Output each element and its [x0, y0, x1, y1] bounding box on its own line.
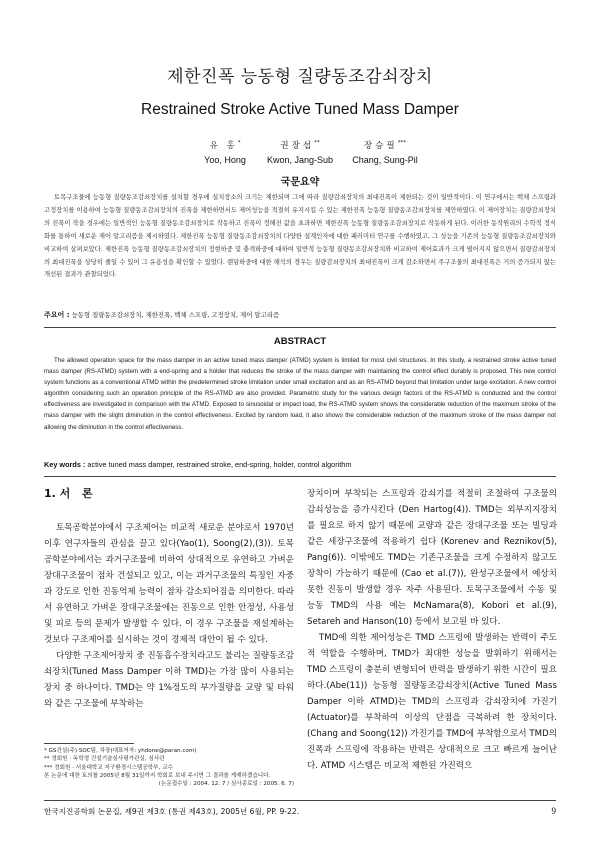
footnote: ** 정회원 · 독학정 건설기술심사평가관실, 심사관	[44, 756, 165, 763]
keywords-en	[44, 460, 556, 470]
body-column-right	[307, 486, 557, 774]
footnote: * GS건설(주) SOC팀, 차장(대표저자: yhdone@paran.com)	[44, 748, 197, 754]
section-title: 론	[82, 487, 93, 500]
title-korean: 제한진폭 능동형 질량동조감쇠장치	[167, 67, 433, 87]
keywords-en-text: active tuned mass damper, restrained stroke, end-spring, holder, control algorithm	[87, 460, 352, 469]
author-2-ko: 권장섭	[280, 140, 315, 151]
body-paragraph: 장치이며 부착되는 스프링과 감쇠기를 적절히 조절하여 구조물의 감쇠성능을 증가시킨다 (Den Hartog(4)). TMD는 외부지지장치를 필요로 하지 않기 때문에 교량과 같은 장대구조물 또는 빌딩과 같은 세장구조물에 적용하기 쉽다 (Korenev and Reznikov(5), Pang(6)). 이밖에도 TMD는 기존구조물을 크게 수정하지 않고도 장착이 가능하기 때문에 (Cao et al.(7)), 완성구조물에서 예상치 못한 진동이 발생할 경우 자주 사용된다. 토목구조물에서 수동 및 능동 TMD의 사용 예는 McNamara(8), Kobori et al.(9), Setareh and Hanson(10) 등에서 보고된 바 있다.	[307, 489, 557, 627]
author-1-en: Yoo, Hong	[204, 154, 246, 165]
author-3	[330, 136, 440, 167]
abstract-en-text: The allowed operation space for the mass damper in an active tuned mass damper (ATMD) system is limited for most civil structures. In this study, a restrained stroke active tuned mass damper (RS-ATMD) system with a end-spring and a holder that reduces the stroke of the mass damper with maintaining the control effect durably is proposed. This new control system functions as a conventional ATMD within the predetermined stroke limitation under small excitation and as an RS-ATMD beyond that limitation under large excitation. A new control algorithm considering such an operation principle of the RS-ATMD are also provided. Parametric study for the various design factors of the RS-ATMD is conducted and the control effectiveness are investigated in comparison with the ATMD. Exposed to sinusoidal or impact load, the RS-ATMD system shows the considerable reduction of the maximum stroke of the mass damper with the slight diminution in the control effectiveness. Excited by random load, it also shows the considerable reduction of the maximum stroke of the mass damper not allowing the diminution in the control effectiveness.	[44, 357, 556, 431]
page-footer	[44, 806, 556, 817]
section-heading	[44, 486, 294, 502]
footnote: 본 논문에 대한 토의를 2005년 8월 31일까지 학회로 보내 주시면 그 결과를 게재하겠습니다.	[44, 772, 271, 779]
keywords-en-label: Key words :	[44, 460, 86, 469]
body-paragraph: 토목공학분야에서 구조제어는 비교적 새로운 분야로서 1970년 이후 연구자들의 관심을 끌고 있다(Yao(1), Soong(2),(3)). 토목공학분야에서는 과거구조물에 비하여 상대적으로 유연하고 가벼운 장대구조물이 점차 건설되고 있고, 이는 과거구조물의 특징인 자중과 강도로 인한 진동억제 능력이 점차 감소되어짐을 의미한다. 따라서 유연하고 가벼운 장대구조물에는 진동으로 인한 안정성, 사용성 및 피로 등의 문제가 발생할 수 있다. 이 경우 구조물을 재설계하는 것보다 구조제어를 실시하는 것이 경제적 대안이 될 수 있다.	[44, 523, 294, 645]
author-2-mark: **	[314, 140, 320, 146]
author-1-ko: 유 홍	[209, 140, 238, 151]
section-number: 1. 서	[44, 487, 71, 500]
footnote-rule	[44, 743, 134, 744]
author-2-en: Kwon, Jang-Sub	[266, 154, 334, 165]
author-1-mark: *	[237, 140, 241, 146]
divider-top	[44, 327, 556, 328]
abstract-ko-heading: 국문요약	[280, 177, 320, 188]
keywords-ko-label: 주요어 :	[44, 311, 70, 319]
footnote: *** 정회원 · 서울대학교 지구환경시스템공학부, 교수	[44, 764, 173, 771]
divider-bottom	[44, 476, 556, 477]
body-paragraph: TMD에 의한 제어성능은 TMD 스프링에 발생하는 반력이 주도적 역할을 수행하며, TMD가 최대한 성능을 발휘하기 위해서는 TMD 스프링이 충분히 변형되어 반력을 발생하기 위한 시간이 필요하다.(Abe(11)) 능동형 질량동조감쇠장치(Active Tuned Mass Damper 이하 ATMD)는 TMD의 스프링과 감쇠장치에 가진기(Actuator)를 부착하여 이상의 단점을 극복하려 한 장치이다.(Chang and Soong(12)) 가진기를 TMD에 부착함으로서 TMD의 진폭과 스프링에 작용하는 반력은 상대적으로 크고 빠르게 늘어난다. ATMD 시스템은 비교적 제한된 가진력으	[307, 633, 557, 771]
keywords-ko	[44, 310, 556, 320]
footnote: (논문접수일 : 2004. 12. 7 / 심사종료일 : 2005. 6. 7)	[158, 781, 294, 788]
author-3-ko: 장승필	[364, 140, 398, 151]
title-english: Restrained Stroke Active Tuned Mass Damper	[141, 101, 459, 118]
body-column-left	[44, 486, 294, 712]
abstract-en-heading: ABSTRACT	[273, 336, 327, 347]
author-3-en: Chang, Sung-Pil	[352, 154, 418, 165]
abstract-ko-text: 토목구조물에 능동형 질량동조감쇠장치를 설치할 경우에 설치장소의 크기는 제한되며 그에 따라 질량감쇠장치의 최대진폭이 제한되는 것이 일반적이다. 이 연구에서는 백체 스프링과 고정장치를 이용하여 능동형 질량동조감쇠장치의 진폭을 제한하면서도 제어성능을 적절히 유지시킬 수 있는 제한진폭 능동형 질량동조감쇠장치를 제안하였다. 이 제어장치는 질량감쇠장치의 진폭이 작을 경우에는 일반적인 능동형 질량동조감쇠장치로 작동하고 진폭이 정해진 값을 초과하면 제한진폭 능동형 질량동조감쇠장치로 작동하게 된다. 이러한 동작원리의 수학적 정식화를 통하여 새로운 제어 알고리즘을 제시하였다. 제한진폭 능동형 질량동조감쇠장치의 다양한 설계인자에 대한 패러미터 연구를 수행하였고, 그 성능을 기존의 능동형 질량동조감쇠장치와 비교하여 살펴보았다. 제한진폭 능동형 질량동조감쇠장치의 정현하중 및 충격하중에 대하여 일반적 능동형 질량동조감쇠장치와 비교하여 제어효과가 크게 떨어지지 않으면서 질량감쇠장치의 최대진폭을 상당히 줄일 수 있어 그 유용성을 확인할 수 있었다. 랜덤하중에 대한 해석의 경우는 질량감쇠장치의 최대진폭이 크게 감소하면서 주구조물의 최대진폭은 거의 증가되지 않는 개선된 결과가 관찰되었다.	[44, 194, 556, 279]
footer-rule	[44, 800, 556, 801]
page-number: 9	[551, 806, 556, 816]
footnotes	[44, 743, 294, 788]
keywords-ko-text: 능동형 질량동조감쇠장치, 제한진폭, 백체 스프링, 고정장치, 제어 알고리즘	[71, 311, 280, 319]
author-3-mark: ***	[397, 140, 406, 146]
body-paragraph: 다양한 구조제어장치 중 진동흡수장치라고도 불리는 질량동조감쇠장치(Tuned Mass Damper 이하 TMD)는 가장 많이 사용되는 장치 중 하나이다. TMD는 약 1%정도의 부가질량을 교량 및 타워와 같은 구조물에 부착하는	[44, 651, 294, 709]
journal-citation: 한국지진공학회 논문집, 제9권 제3호 (통권 제43호), 2005년 6월, PP. 9-22.	[44, 807, 300, 816]
